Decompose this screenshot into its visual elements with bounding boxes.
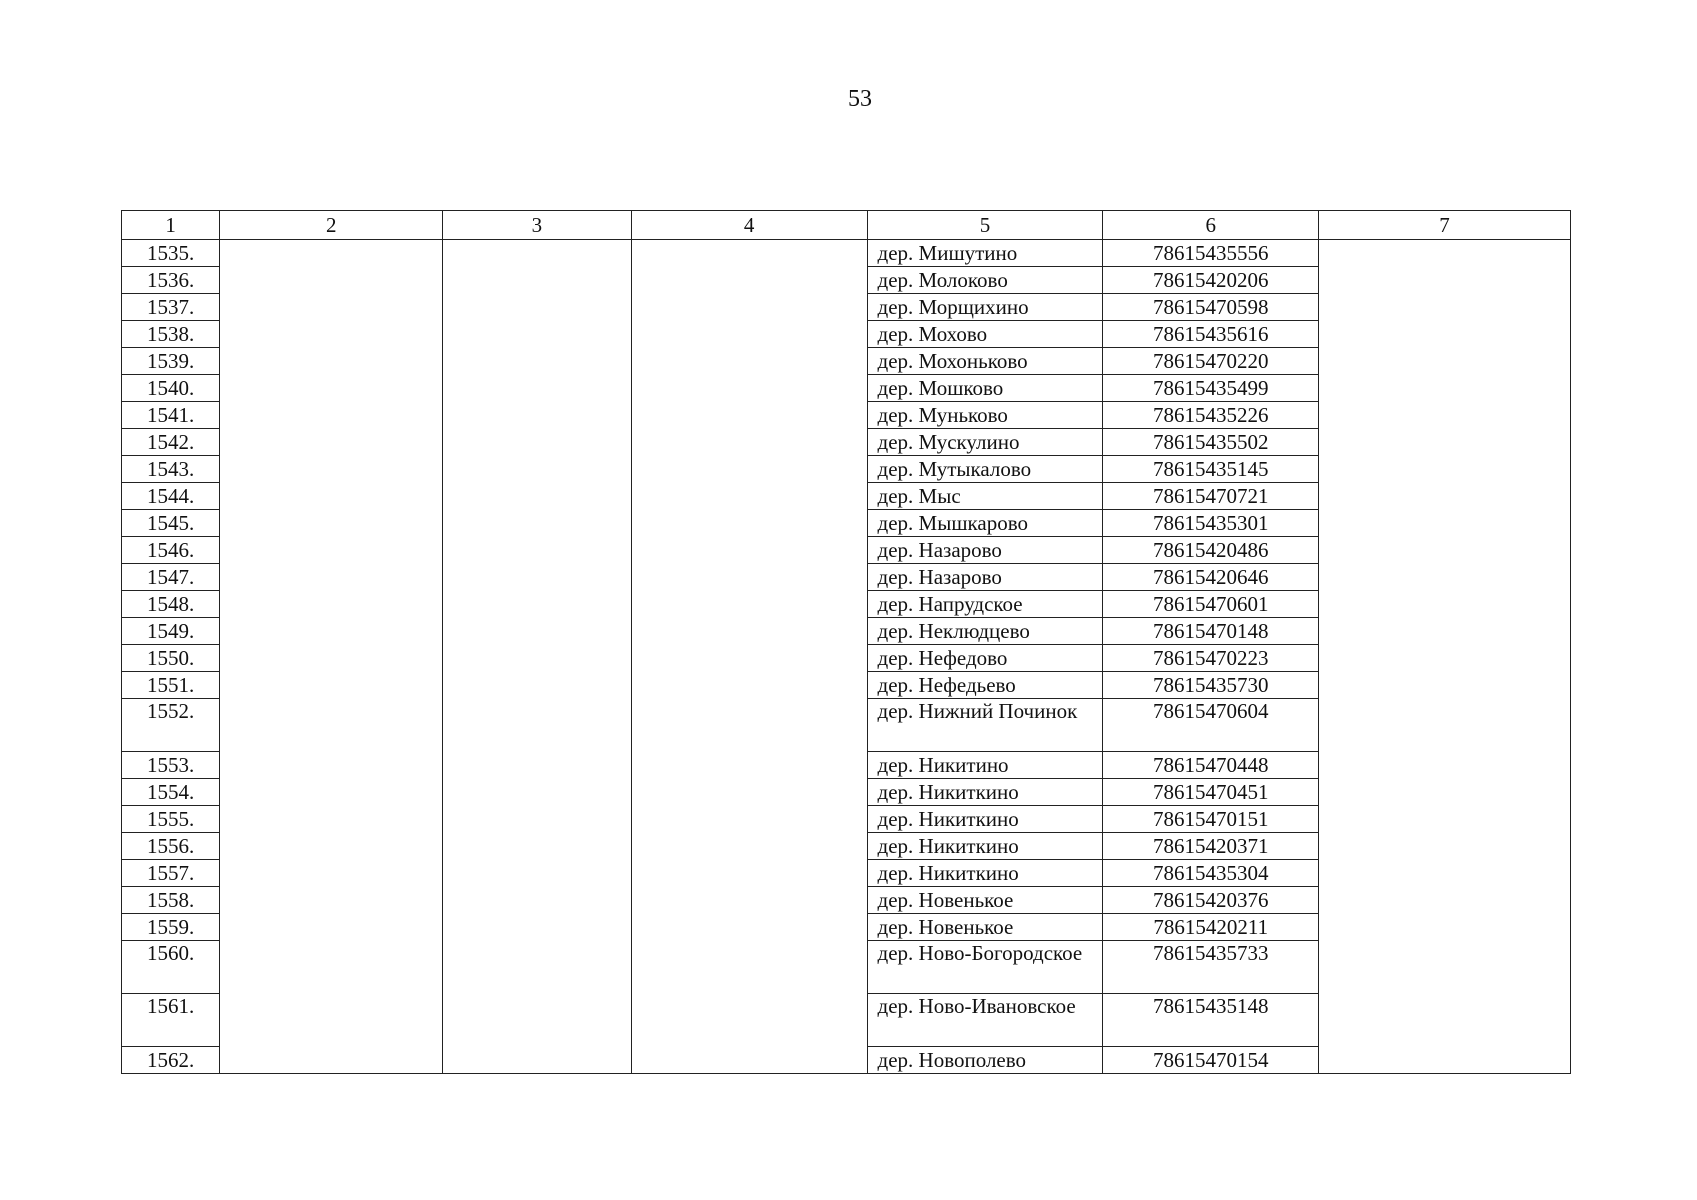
table-row [122,240,1571,267]
settlement-code: 78615435730 [1103,672,1319,699]
settlement-code: 78615470604 [1103,699,1319,752]
row-number: 1557. [122,860,220,887]
row-number: 1541. [122,402,220,429]
settlement-code: 78615435556 [1103,240,1319,267]
settlement-code: 78615420206 [1103,267,1319,294]
settlement-name: дер. Мышкарово [867,510,1103,537]
settlement-name: дер. Никиткино [867,860,1103,887]
row-number: 1551. [122,672,220,699]
row-number: 1545. [122,510,220,537]
column-header: 7 [1319,211,1571,240]
row-number: 1542. [122,429,220,456]
settlement-name: дер. Мохоньково [867,348,1103,375]
column-header: 4 [631,211,867,240]
settlement-name: дер. Нефедово [867,645,1103,672]
settlement-name: дер. Ново-Богородское [867,941,1103,994]
row-number: 1554. [122,779,220,806]
row-number: 1561. [122,994,220,1047]
settlement-name: дер. Никитино [867,752,1103,779]
settlement-code: 78615470151 [1103,806,1319,833]
settlement-code: 78615470601 [1103,591,1319,618]
row-number: 1538. [122,321,220,348]
settlement-code: 78615435616 [1103,321,1319,348]
empty-merged-cell [220,240,443,1074]
settlement-code: 78615470451 [1103,779,1319,806]
settlement-code: 78615470448 [1103,752,1319,779]
row-number: 1546. [122,537,220,564]
row-number: 1549. [122,618,220,645]
settlement-code: 78615435148 [1103,994,1319,1047]
column-header: 6 [1103,211,1319,240]
settlement-code: 78615470154 [1103,1047,1319,1074]
settlement-code: 78615435499 [1103,375,1319,402]
settlement-name: дер. Мыс [867,483,1103,510]
empty-merged-cell [443,240,632,1074]
settlement-name: дер. Молоково [867,267,1103,294]
settlement-name: дер. Новенькое [867,914,1103,941]
settlement-code: 78615470148 [1103,618,1319,645]
row-number: 1550. [122,645,220,672]
settlement-name: дер. Никиткино [867,833,1103,860]
settlement-code: 78615420376 [1103,887,1319,914]
row-number: 1540. [122,375,220,402]
header-row [122,211,1571,240]
settlement-name: дер. Никиткино [867,779,1103,806]
settlement-name: дер. Нефедьево [867,672,1103,699]
settlement-name: дер. Ново-Ивановское [867,994,1103,1047]
settlement-name: дер. Мутыкалово [867,456,1103,483]
settlement-name: дер. Новополево [867,1047,1103,1074]
row-number: 1560. [122,941,220,994]
settlement-name: дер. Морщихино [867,294,1103,321]
settlements-table [121,210,1571,1074]
settlement-code: 78615470721 [1103,483,1319,510]
row-number: 1544. [122,483,220,510]
empty-merged-cell [1319,240,1571,1074]
row-number: 1535. [122,240,220,267]
row-number: 1547. [122,564,220,591]
settlement-code: 78615420486 [1103,537,1319,564]
settlement-name: дер. Мошково [867,375,1103,402]
row-number: 1548. [122,591,220,618]
settlement-name: дер. Мускулино [867,429,1103,456]
settlement-code: 78615420371 [1103,833,1319,860]
row-number: 1536. [122,267,220,294]
row-number: 1558. [122,887,220,914]
settlement-code: 78615470223 [1103,645,1319,672]
settlement-name: дер. Муньково [867,402,1103,429]
settlement-name: дер. Новенькое [867,887,1103,914]
row-number: 1562. [122,1047,220,1074]
settlement-code: 78615470220 [1103,348,1319,375]
row-number: 1555. [122,806,220,833]
row-number: 1553. [122,752,220,779]
settlement-code: 78615470598 [1103,294,1319,321]
column-header: 1 [122,211,220,240]
settlement-name: дер. Мохово [867,321,1103,348]
page-number: 53 [848,86,872,112]
settlement-name: дер. Никиткино [867,806,1103,833]
settlement-code: 78615435733 [1103,941,1319,994]
settlement-name: дер. Нижний Починок [867,699,1103,752]
column-header: 2 [220,211,443,240]
column-header: 5 [867,211,1103,240]
row-number: 1559. [122,914,220,941]
row-number: 1556. [122,833,220,860]
settlement-name: дер. Мишутино [867,240,1103,267]
settlement-name: дер. Напрудское [867,591,1103,618]
row-number: 1552. [122,699,220,752]
settlement-code: 78615420211 [1103,914,1319,941]
row-number: 1543. [122,456,220,483]
row-number: 1539. [122,348,220,375]
settlement-code: 78615420646 [1103,564,1319,591]
settlement-code: 78615435301 [1103,510,1319,537]
settlement-code: 78615435145 [1103,456,1319,483]
settlement-name: дер. Неклюдцево [867,618,1103,645]
settlement-code: 78615435226 [1103,402,1319,429]
column-header: 3 [443,211,632,240]
empty-merged-cell [631,240,867,1074]
settlement-code: 78615435502 [1103,429,1319,456]
settlement-code: 78615435304 [1103,860,1319,887]
settlement-name: дер. Назарово [867,564,1103,591]
settlement-name: дер. Назарово [867,537,1103,564]
row-number: 1537. [122,294,220,321]
